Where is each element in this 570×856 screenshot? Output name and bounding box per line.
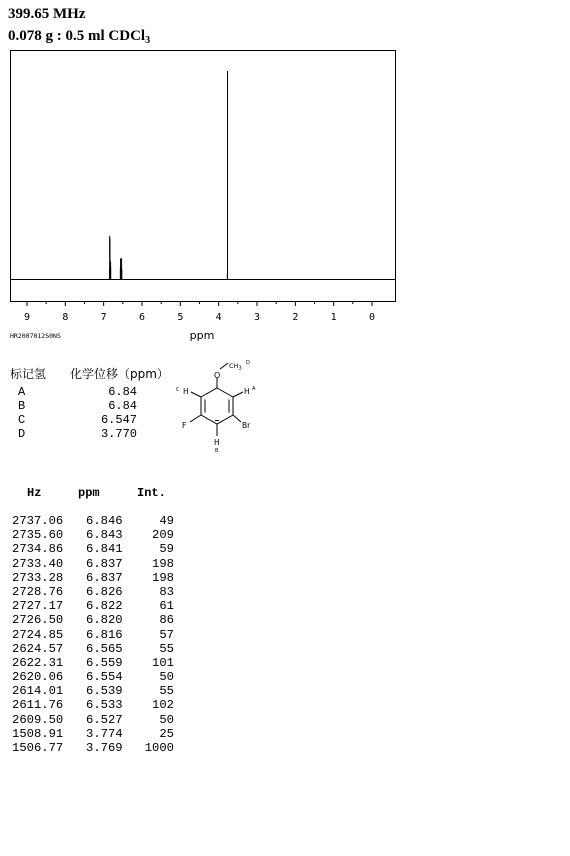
peak-hz: 1506.77 — [12, 741, 64, 755]
x-tick-label: 9 — [23, 312, 31, 323]
x-tick-label: 1 — [330, 312, 337, 323]
peak-row — [12, 698, 182, 712]
bond-c-f — [190, 415, 201, 422]
peak-ppm: 6.539 — [86, 684, 123, 699]
peak-ppm: 6.843 — [86, 528, 123, 543]
atom-br: Br — [242, 421, 251, 430]
label-a: A — [252, 386, 256, 392]
peak-row — [12, 628, 182, 642]
peak-hz: 2609.50 — [12, 712, 64, 727]
peak-ppm: 6.816 — [86, 627, 123, 642]
peak-row — [12, 599, 182, 613]
peak-int: 50 — [159, 712, 174, 727]
peak-int: 198 — [152, 570, 174, 585]
peak-int: 61 — [159, 599, 174, 614]
peak-row — [12, 613, 182, 627]
peak-int: 57 — [159, 627, 174, 642]
peak-ppm: 6.837 — [86, 570, 123, 585]
label-b: B — [215, 448, 219, 454]
assignment-label: A — [18, 385, 26, 399]
bond-c-br — [233, 415, 241, 422]
peak-ppm: 6.837 — [86, 556, 123, 571]
peak-hz: 1508.91 — [12, 726, 64, 741]
peak-hz: 2611.76 — [12, 698, 64, 713]
peak-ppm: 3.774 — [86, 726, 123, 741]
x-tick-label: 7 — [100, 312, 107, 323]
assignment-label: D — [18, 427, 26, 441]
peak-int: 49 — [159, 514, 174, 528]
peak-hz: 2733.40 — [12, 556, 64, 571]
peak-hz: 2624.57 — [12, 641, 64, 656]
peak-int: 198 — [152, 556, 174, 571]
peak-int: 1000 — [144, 741, 174, 755]
peak-hz: 2735.60 — [12, 528, 64, 543]
peak-row — [12, 656, 182, 670]
peak-int: 59 — [159, 542, 174, 557]
bond-o-ch3 — [220, 363, 228, 369]
x-axis-label: ppm — [189, 329, 215, 342]
peak-ppm: 6.826 — [86, 584, 123, 599]
peak-row — [12, 528, 182, 542]
peak-hz: 2737.06 — [12, 514, 64, 528]
peak-row — [12, 713, 182, 727]
x-tick-label: 0 — [368, 312, 376, 323]
peak-row — [12, 542, 182, 556]
x-axis-ticks — [24, 302, 375, 323]
peak-int: 101 — [152, 655, 174, 670]
bond-c-h — [191, 392, 201, 397]
assignment-shift: 6.547 — [100, 413, 137, 427]
peak-hz: 2614.01 — [12, 684, 64, 699]
atom-h-bottom: H — [214, 438, 220, 447]
atom-h-right: H — [244, 387, 250, 396]
atom-h-left: H — [183, 387, 189, 396]
x-tick-label: 3 — [253, 312, 261, 323]
peak-hz: 2724.85 — [12, 627, 64, 642]
label-d: D — [246, 360, 250, 366]
peak-hz: 2620.06 — [12, 670, 64, 685]
peak-int: 50 — [159, 670, 174, 685]
peak-row — [12, 585, 182, 599]
benzene-ring — [201, 388, 233, 424]
bond-c-h — [233, 392, 243, 397]
molecule-structure — [168, 356, 272, 456]
peak-table-header-ppm: ppm — [78, 486, 100, 500]
peak-ppm: 6.846 — [86, 514, 123, 528]
nmr-spectrum-chart — [0, 0, 570, 360]
peak-row — [12, 684, 182, 698]
peak-row — [12, 514, 182, 528]
peak-int: 83 — [159, 584, 174, 599]
assignment-shift: 3.770 — [100, 427, 137, 441]
peak-hz: 2734.86 — [12, 542, 64, 557]
x-tick-label: 2 — [292, 312, 299, 323]
peak-ppm: 6.822 — [86, 599, 123, 614]
peak-hz: 2728.76 — [12, 584, 64, 599]
peak-int: 55 — [159, 684, 174, 699]
plot-frame — [11, 51, 396, 302]
peak-hz: 2726.50 — [12, 613, 64, 628]
atom-f: F — [182, 421, 187, 430]
x-tick-label: 4 — [215, 312, 222, 323]
sample-info-subscript: 3 — [145, 35, 151, 46]
peak-table — [12, 514, 182, 755]
atom-o: O — [214, 371, 221, 380]
peak-int: 102 — [152, 698, 174, 713]
peak-hz: 2622.31 — [12, 655, 64, 670]
peak-ppm: 6.565 — [86, 641, 123, 656]
peak-int: 209 — [152, 528, 174, 543]
peak-ppm: 6.527 — [86, 712, 123, 727]
peak-ppm: 6.841 — [86, 542, 123, 557]
peak-int: 86 — [159, 613, 174, 628]
assignment-label: B — [18, 399, 26, 413]
x-tick-label: 6 — [138, 312, 146, 323]
assignment-header-shift: 化学位移（ppm） — [70, 367, 169, 381]
peak-table-header-int: Int. — [137, 486, 166, 500]
x-tick-label: 5 — [177, 312, 184, 323]
assignment-label: C — [18, 413, 26, 427]
peak-ppm: 6.559 — [86, 655, 123, 670]
assignment-header-label: 标记氢 — [10, 367, 47, 381]
peak-hz: 2727.17 — [12, 599, 64, 614]
sample-info-main: 0.078 g : 0.5 ml CDCl — [8, 28, 146, 44]
peak-row — [12, 571, 182, 585]
peak-table-header-hz: Hz — [27, 486, 42, 500]
peak-row — [12, 727, 182, 741]
peak-row — [12, 741, 182, 755]
spectrum-peaks — [110, 71, 228, 280]
atom-ch3: $CH_3$ — [229, 362, 242, 372]
peak-int: 55 — [159, 641, 174, 656]
assignment-shift: 6.84 — [108, 399, 137, 413]
peak-ppm: 6.820 — [86, 613, 123, 628]
peak-int: 25 — [159, 726, 174, 741]
x-tick-label: 8 — [62, 312, 69, 323]
peak-ppm: 3.769 — [86, 741, 123, 755]
peak-ppm: 6.533 — [86, 698, 123, 713]
spectrum-id: HR2007012S0NS — [10, 332, 61, 340]
peak-ppm: 6.554 — [86, 670, 123, 685]
assignment-shift: 6.84 — [108, 385, 137, 399]
peak-row — [12, 642, 182, 656]
peak-row — [12, 557, 182, 571]
spectrometer-frequency: 399.65 MHz — [8, 6, 86, 22]
peak-hz: 2733.28 — [12, 570, 64, 585]
peak-row — [12, 670, 182, 684]
label-c: C — [176, 387, 180, 393]
